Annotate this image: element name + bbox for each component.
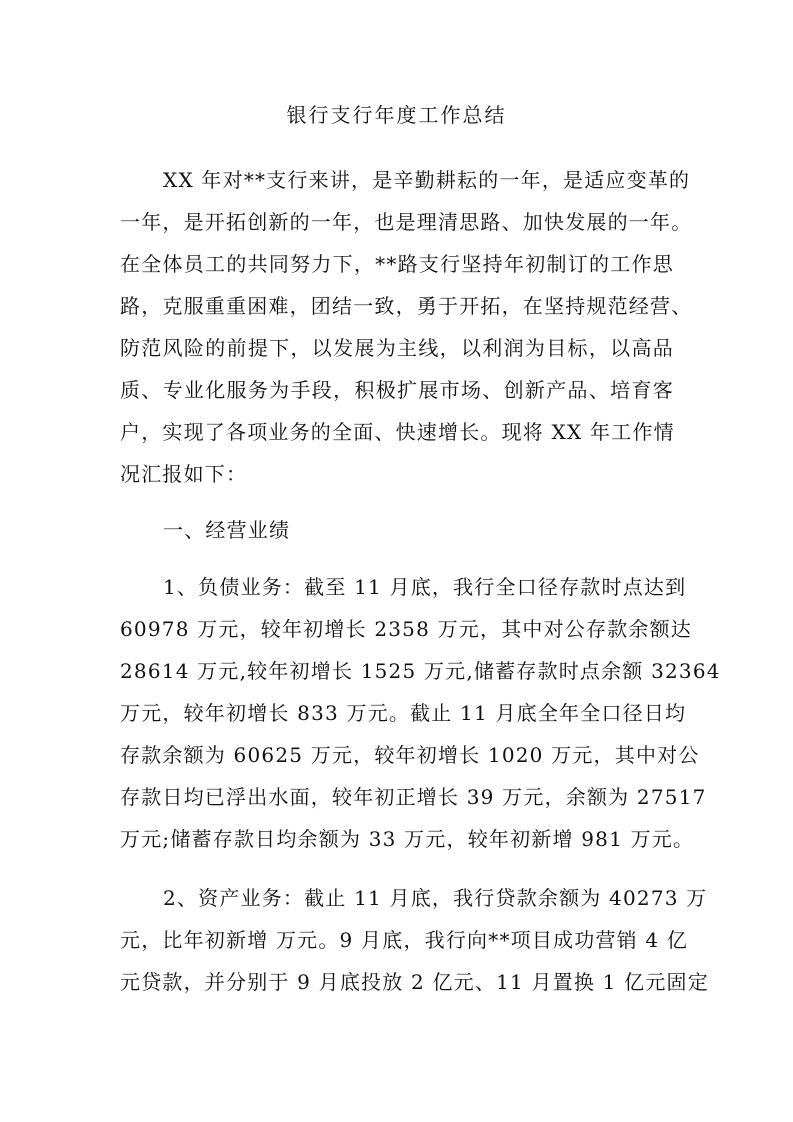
text-line: 元贷款，并分别于 9 月底投放 2 亿元、11 月置换 1 亿元固定	[120, 970, 709, 994]
paragraph-asset-business	[120, 877, 709, 1003]
text-line: 万元，较年初增长 833 万元。截止 11 月底全年全口径日均	[120, 701, 687, 725]
text-line: 在全体员工的共同努力下，**路支行坚持年初制订的工作思	[120, 252, 674, 276]
text-line: 质、专业化服务为手段，积极扩展市场、创新产品、培育客	[120, 378, 674, 402]
text-line: 2、资产业务：截止 11 月底，我行贷款余额为 40273 万	[163, 886, 708, 910]
text-line: 1、负债业务：截至 11 月底，我行全口径存款时点达到	[163, 575, 687, 599]
section-heading-operating-performance	[120, 509, 674, 551]
section-heading: 一、经营业绩	[163, 518, 291, 542]
paragraph-intro	[120, 159, 693, 495]
text-line: 况汇报如下：	[120, 462, 248, 486]
paragraph-liability-business	[120, 566, 721, 860]
text-line: 存款余额为 60625 万元，较年初增长 1020 万元，其中对公	[120, 743, 700, 767]
text-line: 防范风险的前提下，以发展为主线，以利润为目标，以高品	[120, 336, 674, 360]
text-line: 元，比年初新增 万元。9 月底，我行向**项目成功营销 4 亿	[120, 928, 689, 952]
text-line: 存款日均已浮出水面，较年初正增长 39 万元，余额为 27517	[120, 785, 707, 809]
text-line: 万元;储蓄存款日均余额为 33 万元，较年初新增 981 万元。	[120, 827, 695, 851]
text-line: XX 年对**支行来讲，是辛勤耕耘的一年，是适应变革的	[163, 168, 691, 192]
text-line: 28614 万元,较年初增长 1525 万元,储蓄存款时点余额 32364	[120, 659, 721, 683]
document-title: 银行支行年度工作总结	[286, 103, 507, 127]
text-line: 路，克服重重困难，团结一致，勇于开拓，在坚持规范经营、	[120, 294, 693, 318]
text-line: 60978 万元，较年初增长 2358 万元，其中对公存款余额达	[120, 617, 692, 641]
text-line: 户，实现了各项业务的全面、快速增长。现将 XX 年工作情	[120, 420, 675, 444]
text-line: 一年，是开拓创新的一年，也是理清思路、加快发展的一年。	[120, 210, 693, 234]
